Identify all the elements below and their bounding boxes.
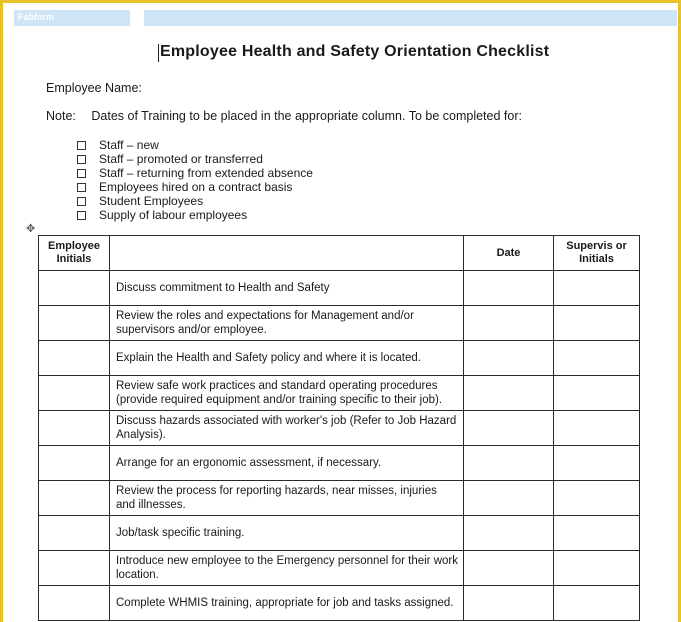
table-row bbox=[39, 516, 640, 551]
date-cell[interactable] bbox=[464, 446, 554, 481]
note-text: Dates of Training to be placed in the appropriate column. To be completed for: bbox=[91, 109, 522, 123]
initials-cell[interactable] bbox=[39, 586, 110, 621]
table-row bbox=[39, 446, 640, 481]
training-item: Review the roles and expectations for Management and/or supervisors and/or employee. bbox=[110, 306, 464, 341]
checklist-label: Staff – promoted or transferred bbox=[99, 152, 263, 166]
document-title: Employee Health and Safety Orientation Checklist bbox=[160, 43, 550, 60]
date-cell[interactable] bbox=[464, 271, 554, 306]
training-item: Review safe work practices and standard operating procedures (provide required equipment and/or training specific to their job). bbox=[110, 376, 464, 411]
table-row bbox=[39, 411, 640, 446]
checkbox[interactable] bbox=[77, 211, 86, 220]
training-item: Job/task specific training. bbox=[110, 516, 464, 551]
checkbox[interactable] bbox=[77, 169, 86, 178]
checklist-label: Staff – returning from extended absence bbox=[99, 166, 313, 180]
initials-cell[interactable] bbox=[39, 516, 110, 551]
initials-cell[interactable] bbox=[39, 376, 110, 411]
checkbox[interactable] bbox=[77, 183, 86, 192]
note-line bbox=[46, 109, 522, 123]
checklist-label: Supply of labour employees bbox=[99, 208, 248, 222]
date-cell[interactable] bbox=[464, 411, 554, 446]
initials-cell[interactable] bbox=[39, 551, 110, 586]
table-row bbox=[39, 376, 640, 411]
date-cell[interactable] bbox=[464, 341, 554, 376]
initials-cell[interactable] bbox=[39, 271, 110, 306]
table-row bbox=[39, 306, 640, 341]
initials-cell[interactable] bbox=[39, 411, 110, 446]
checklist-item bbox=[77, 208, 313, 222]
table-row bbox=[39, 271, 640, 306]
supervisor-cell[interactable] bbox=[554, 306, 640, 341]
training-table bbox=[38, 235, 640, 621]
checklist-item bbox=[77, 152, 313, 166]
supervisor-cell[interactable] bbox=[554, 551, 640, 586]
supervisor-cell[interactable] bbox=[554, 481, 640, 516]
training-item: Discuss hazards associated with worker's job (Refer to Job Hazard Analysis). bbox=[110, 411, 464, 446]
training-item: Introduce new employee to the Emergency personnel for their work location. bbox=[110, 551, 464, 586]
header-bar-right bbox=[144, 10, 677, 26]
initials-cell[interactable] bbox=[39, 306, 110, 341]
table-row bbox=[39, 551, 640, 586]
header-date: Date bbox=[464, 236, 554, 271]
note-label: Note: bbox=[46, 109, 76, 123]
training-item: Arrange for an ergonomic assessment, if necessary. bbox=[110, 446, 464, 481]
checklist-label: Staff – new bbox=[99, 138, 159, 152]
table-row bbox=[39, 481, 640, 516]
checkbox[interactable] bbox=[77, 155, 86, 164]
training-item: Complete WHMIS training, appropriate for job and tasks assigned. bbox=[110, 586, 464, 621]
header-employee-initials: Employee Initials bbox=[39, 236, 110, 271]
date-cell[interactable] bbox=[464, 376, 554, 411]
checklist-label: Employees hired on a contract basis bbox=[99, 180, 293, 194]
checklist-item bbox=[77, 194, 313, 208]
initials-cell[interactable] bbox=[39, 341, 110, 376]
supervisor-cell[interactable] bbox=[554, 411, 640, 446]
supervisor-cell[interactable] bbox=[554, 376, 640, 411]
training-item: Discuss commitment to Health and Safety bbox=[110, 271, 464, 306]
supervisor-cell[interactable] bbox=[554, 446, 640, 481]
supervisor-cell[interactable] bbox=[554, 516, 640, 551]
supervisor-cell[interactable] bbox=[554, 271, 640, 306]
table-row bbox=[39, 586, 640, 621]
date-cell[interactable] bbox=[464, 481, 554, 516]
supervisor-cell[interactable] bbox=[554, 341, 640, 376]
training-item: Explain the Health and Safety policy and where it is located. bbox=[110, 341, 464, 376]
table-move-handle-icon[interactable]: ✥ bbox=[26, 223, 36, 235]
training-item: Review the process for reporting hazards, near misses, injuries and illnesses. bbox=[110, 481, 464, 516]
date-cell[interactable] bbox=[464, 516, 554, 551]
initials-cell[interactable] bbox=[39, 481, 110, 516]
supervisor-cell[interactable] bbox=[554, 586, 640, 621]
checklist bbox=[77, 138, 313, 222]
table-header-row bbox=[39, 236, 640, 271]
checklist-item bbox=[77, 138, 313, 152]
checkbox[interactable] bbox=[77, 197, 86, 206]
checklist-item bbox=[77, 166, 313, 180]
checklist-item bbox=[77, 180, 313, 194]
checkbox[interactable] bbox=[77, 141, 86, 150]
initials-cell[interactable] bbox=[39, 446, 110, 481]
header-label: Fabform bbox=[18, 12, 54, 22]
employee-name-label: Employee Name: bbox=[46, 81, 142, 95]
header-supervisor-initials: Supervis or Initials bbox=[554, 236, 640, 271]
table-row bbox=[39, 341, 640, 376]
date-cell[interactable] bbox=[464, 586, 554, 621]
date-cell[interactable] bbox=[464, 551, 554, 586]
checklist-label: Student Employees bbox=[99, 194, 204, 208]
header-item bbox=[110, 236, 464, 271]
date-cell[interactable] bbox=[464, 306, 554, 341]
